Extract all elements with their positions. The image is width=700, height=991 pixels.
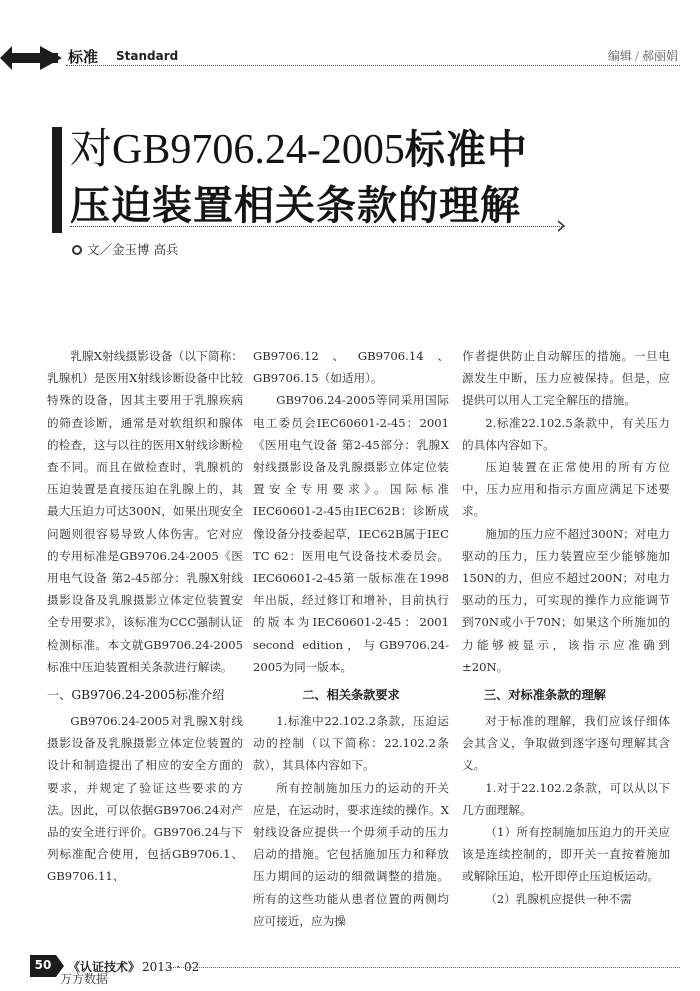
paragraph: 施加的压力应不超过300N；对电力驱动的压力，压力装置应至少能够施加150N的力，但应不超过200N；对电力驱动的压力，可实现的操作力应能调节到70N或小于70N；如果这个所施加的力能够被显示，该指示应准确到±20N。 bbox=[462, 526, 670, 674]
header-rule bbox=[66, 65, 680, 66]
page-footer bbox=[0, 955, 700, 991]
editor-separator: / bbox=[634, 49, 639, 63]
section-label-en: Standard bbox=[116, 49, 179, 63]
paragraph: （2）乳腺机应提供一种不需 bbox=[485, 891, 632, 906]
byline bbox=[72, 240, 178, 258]
paragraph: 所有控制施加压力的运动的开关应是，在运动时，要求连续的操作。X射线设备应提供一个毋须手动的压力启动的措施。它包括施加压力和释放压力期间的运动的细微调整的措施。所有的这些功能从患者位置的两侧均应可接近，应为操 bbox=[253, 780, 449, 928]
journal-title: 《认证技术》 bbox=[68, 960, 141, 974]
paragraph: 乳腺X射线摄影设备（以下简称：乳腺机）是医用X射线诊断设备中比较特殊的设备，因其主要用于乳腺疾病的筛查诊断，通常是对软组织和腺体的检查，这与以往的医用X射线诊断检查不同。而且在做检查时，乳腺机的压迫装置是直接压迫在乳腺上的，其最大压迫力可达300N，如果出现安全问题则很容易导致人体伤害。它对应的专用标准是GB9706.24-2005《医用电气设备 第2-45部分：乳腺X射线摄影设备及乳腺摄影立体定位装置安全专用要求》，该标准为CCC强制认证检测标准。本文就GB9706.24-2005标准中压迫装置相关条款进行解读。 bbox=[47, 349, 243, 674]
editor-label: 编辑 bbox=[607, 49, 632, 63]
paragraph: GB9706.24-2005对乳腺X射线摄影设备及乳腺摄影立体定位装置的设计和制造提出了相应的安全方面的要求，并规定了验证这些要求的方法。因此，可以依据GB9706.24对产品的安全进行评价。GB9706.24与下列标准配合使用，包括GB9706.1、GB9706.11、 bbox=[47, 714, 243, 884]
section-heading-1: 一、GB9706.24-2005标准介绍 bbox=[47, 688, 225, 703]
paragraph: 对于标准的理解，我们应该仔细体会其含义，争取做到逐字逐句理解其含义。 bbox=[462, 714, 670, 773]
paragraph: 1.标准中22.102.2条款，压迫运动的控制（以下简称：22.102.2条款），其具体内容如下。 bbox=[253, 714, 449, 773]
editor-credit bbox=[608, 47, 678, 64]
bullet-circle-icon bbox=[72, 245, 82, 255]
title-underline bbox=[70, 226, 562, 227]
running-header bbox=[0, 38, 700, 78]
column-1 bbox=[47, 345, 243, 888]
section-arrow-icon bbox=[0, 46, 62, 70]
title-line-2: 压迫装置相关条款的理解 bbox=[70, 183, 521, 229]
paragraph: 作者提供防止自动解压的措施。一旦电源发生中断，压力应被保持。但是，应提供可以用人工完全解压的措施。 bbox=[462, 349, 670, 408]
editor-name: 郝丽娟 bbox=[641, 49, 678, 63]
paragraph: 1.对于22.102.2条款，可以从以下几方面理解。 bbox=[462, 780, 670, 817]
title-line-1-latin: 对GB9706.24-2005 bbox=[70, 127, 405, 173]
watermark: 万方数据 bbox=[60, 972, 109, 986]
section-heading-2: 二、相关条款要求 bbox=[302, 688, 400, 703]
page-number: 50 bbox=[34, 958, 52, 972]
section-label: 标准 bbox=[68, 48, 99, 66]
paragraph: GB9706.24-2005等同采用国际电工委员会IEC60601-2-45：2001《医用电气设备 第2-45部分：乳腺X射线摄影设备及乳腺摄影立体定位装置安全专用要求》。国际标准IEC60601-2-45由IEC62B：诊断成像设备分技委起草，IEC62B属于IEC TC 62：医用电气设备技术委员会。IEC60601-2-45第一版标准在1998年出版，经过修订和增补，目前执行的版本为IEC60601-2-45：2001 second edition，与GB9706.24-2005为同一版本。 bbox=[253, 393, 449, 674]
title-accent-bar bbox=[52, 127, 62, 233]
column-3 bbox=[462, 345, 670, 910]
column-2 bbox=[253, 345, 449, 932]
paragraph: GB9706.12、GB9706.14、GB9706.15（如适用）。 bbox=[253, 349, 449, 386]
paragraph: 压迫装置在正常使用的所有方位中，压力应用和指示方面应满足下述要求。 bbox=[462, 460, 670, 519]
title-line-1 bbox=[70, 125, 528, 175]
journal-issue: 2013 · 02 bbox=[142, 960, 200, 974]
paragraph: 2.标准22.102.5条款中，有关压力的具体内容如下。 bbox=[462, 415, 670, 452]
footer-rule bbox=[168, 967, 680, 968]
section-heading-3: 三、对标准条款的理解 bbox=[484, 688, 606, 703]
article-title bbox=[52, 125, 612, 237]
author-text: 文／金玉博 高兵 bbox=[87, 242, 179, 257]
chevron-right-icon bbox=[556, 220, 566, 232]
title-line-1-cn: 标准中 bbox=[404, 127, 528, 173]
paragraph: （1）所有控制施加压迫力的开关应该是连续控制的，即开关一直按着施加或解除压迫，松开即停止压迫板运动。 bbox=[462, 825, 670, 884]
